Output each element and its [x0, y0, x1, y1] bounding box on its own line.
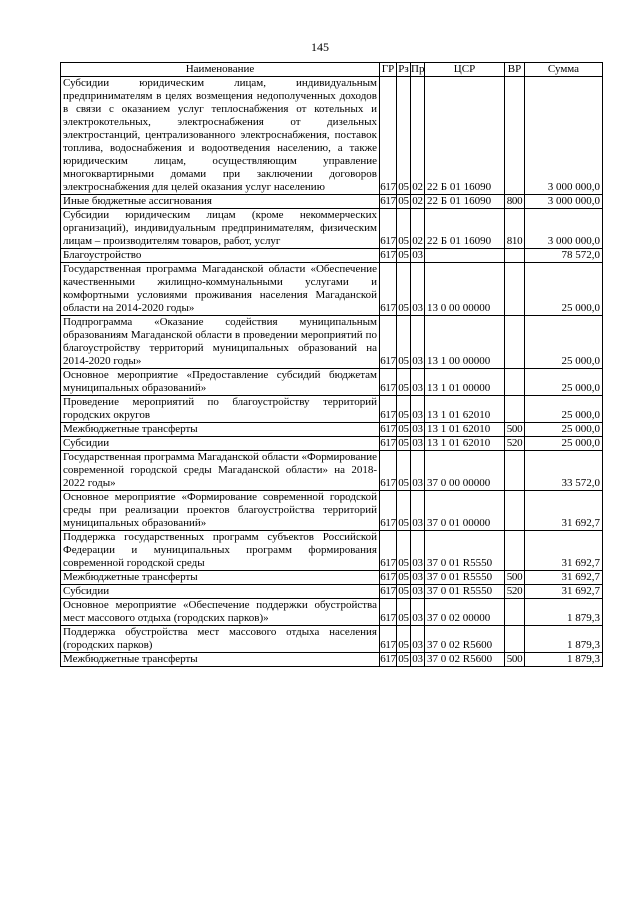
header-gr: ГР: [380, 63, 397, 77]
cell-name: Иные бюджетные ассигнования: [61, 195, 380, 209]
table-row: [61, 396, 603, 423]
cell-sum: 1 879,3: [525, 653, 603, 667]
cell-sum: 78 572,0: [525, 249, 603, 263]
header-sum: Сумма: [525, 63, 603, 77]
cell-pr: 03: [412, 423, 423, 435]
cell-csr: 37 0 02 R5600: [425, 653, 505, 667]
cell-name: Государственная программа Магаданской области «Обеспечение качественными жилищно-коммунальными услугами и комфортными условиями проживания населения Магаданской области на 2014-2020 годы»: [61, 263, 380, 316]
cell-name: Поддержка государственных программ субъектов Российской Федерации и муниципальных программ формирования современной городской среды: [61, 531, 380, 571]
cell-vr: 800: [505, 195, 525, 209]
cell-pr: 03: [412, 437, 423, 449]
table-header-row: [61, 63, 603, 77]
page-number: 145: [311, 40, 329, 54]
cell-rz: 05: [397, 451, 411, 491]
cell-csr: 13 1 00 00000: [425, 316, 505, 369]
table-row: [61, 423, 603, 437]
cell-sum: 1 879,3: [525, 626, 603, 653]
cell-name: Благоустройство: [61, 249, 380, 263]
cell-vr: [505, 77, 525, 195]
cell-gr: 617: [380, 531, 397, 571]
cell-rz: 05: [398, 195, 409, 207]
cell-gr: 617: [380, 571, 396, 583]
cell-rz: 05: [397, 209, 411, 249]
table-row: [61, 437, 603, 451]
cell-sum: 33 572,0: [525, 451, 603, 491]
header-csr: ЦСР: [425, 63, 505, 77]
cell-csr: 37 0 01 R5550: [425, 585, 505, 599]
table-row: [61, 369, 603, 396]
cell-rz: 05: [397, 626, 411, 653]
cell-name: Подпрограмма «Оказание содействия муниципальным образованиям Магаданской области в проведении мероприятий по благоустройству территорий муниципальных образований на 2014-2020 годы»: [61, 316, 380, 369]
cell-vr: 500: [505, 653, 525, 667]
cell-csr: 13 0 00 00000: [425, 263, 505, 316]
cell-pr: 02: [412, 195, 423, 207]
cell-pr: 03: [411, 599, 425, 626]
cell-sum: 31 692,7: [525, 585, 603, 599]
cell-name: Субсидии юридическим лицам, индивидуальным предпринимателям в целях возмещения недополученных доходов в связи с оказанием услуг теплоснабжения от котельных и электрокотельных, электроснабжения от дизельных электростанций, централизованного электроснабжения, поставок топлива, водоснабжения и водоотведения населению, а также юридическим лицам, осуществляющим управление многоквартирными домами при заключении договоров электроснабжения для целей оказания услуг населению: [61, 77, 380, 195]
cell-pr: 03: [411, 263, 425, 316]
cell-pr: 03: [411, 491, 425, 531]
cell-rz: 05: [397, 369, 411, 396]
cell-name: Государственная программа Магаданской области «Формирование современной городской среды Магаданской области» на 2018-2022 годы»: [61, 451, 380, 491]
cell-name: Межбюджетные трансферты: [61, 423, 380, 437]
cell-gr: 617: [380, 263, 397, 316]
cell-csr: 13 1 01 62010: [425, 437, 505, 451]
cell-sum: 3 000 000,0: [525, 209, 603, 249]
cell-gr: 617: [380, 626, 397, 653]
cell-csr: 13 1 01 62010: [425, 423, 505, 437]
table-row: [61, 249, 603, 263]
cell-rz: 05: [398, 249, 409, 261]
cell-rz: 05: [397, 263, 411, 316]
cell-name: Субсидии юридическим лицам (кроме некоммерческих организаций), индивидуальным предпринимателям, физическим лицам – производителям товаров, работ, услуг: [61, 209, 380, 249]
cell-vr: [505, 316, 525, 369]
cell-csr: 37 0 01 R5550: [425, 531, 505, 571]
cell-vr: [505, 599, 525, 626]
cell-vr: [505, 451, 525, 491]
cell-gr: 617: [380, 437, 396, 449]
table-row: [61, 626, 603, 653]
cell-csr: 37 0 01 R5550: [425, 571, 505, 585]
cell-sum: 31 692,7: [525, 571, 603, 585]
header-vr: ВР: [505, 63, 525, 77]
cell-rz: 05: [397, 599, 411, 626]
cell-sum: 25 000,0: [525, 396, 603, 423]
cell-rz: 05: [398, 571, 409, 583]
cell-gr: 617: [380, 599, 397, 626]
cell-gr: 617: [380, 396, 397, 423]
cell-pr: 03: [411, 316, 425, 369]
cell-pr: 03: [411, 396, 425, 423]
cell-gr: 617: [380, 369, 397, 396]
table-row: [61, 263, 603, 316]
cell-rz: 05: [397, 531, 411, 571]
cell-gr: 617: [380, 249, 396, 261]
cell-gr: 617: [380, 423, 396, 435]
table-row: [61, 209, 603, 249]
cell-sum: 1 879,3: [525, 599, 603, 626]
cell-rz: 05: [397, 77, 411, 195]
cell-pr: 03: [411, 451, 425, 491]
table-row: [61, 599, 603, 626]
cell-name: Межбюджетные трансферты: [61, 653, 380, 667]
cell-pr: 03: [411, 626, 425, 653]
table-row: [61, 531, 603, 571]
cell-csr: 22 Б 01 16090: [425, 77, 505, 195]
cell-sum: 25 000,0: [525, 316, 603, 369]
cell-sum: 25 000,0: [525, 369, 603, 396]
cell-pr: 02: [411, 77, 425, 195]
cell-pr: 03: [412, 571, 423, 583]
cell-vr: 500: [505, 423, 525, 437]
header-name: Наименование: [61, 63, 380, 77]
cell-csr: 37 0 02 R5600: [425, 626, 505, 653]
cell-pr: 03: [412, 249, 423, 261]
table-row: [61, 451, 603, 491]
table-row: [61, 571, 603, 585]
budget-table: [60, 62, 603, 667]
cell-pr: 03: [412, 653, 423, 665]
cell-name: Субсидии: [61, 437, 380, 451]
cell-sum: 31 692,7: [525, 531, 603, 571]
cell-vr: 520: [505, 585, 525, 599]
cell-sum: 25 000,0: [525, 437, 603, 451]
cell-rz: 05: [398, 437, 409, 449]
table-row: [61, 653, 603, 667]
cell-sum: 25 000,0: [525, 263, 603, 316]
cell-sum: 25 000,0: [525, 423, 603, 437]
cell-gr: 617: [380, 585, 396, 597]
cell-vr: [505, 531, 525, 571]
cell-vr: [505, 263, 525, 316]
cell-name: Субсидии: [61, 585, 380, 599]
cell-sum: 3 000 000,0: [525, 195, 603, 209]
cell-csr: 37 0 00 00000: [425, 451, 505, 491]
header-pr: Пр: [411, 63, 425, 75]
cell-vr: [505, 249, 525, 263]
table-row: [61, 491, 603, 531]
cell-sum: 3 000 000,0: [525, 77, 603, 195]
cell-gr: 617: [380, 77, 397, 195]
cell-pr: 03: [412, 585, 423, 597]
cell-vr: 520: [505, 437, 525, 451]
cell-csr: 37 0 02 00000: [425, 599, 505, 626]
cell-csr: 22 Б 01 16090: [425, 209, 505, 249]
cell-pr: 02: [411, 209, 425, 249]
cell-vr: [505, 626, 525, 653]
cell-gr: 617: [380, 316, 397, 369]
cell-rz: 05: [398, 585, 409, 597]
cell-pr: 03: [411, 531, 425, 571]
cell-rz: 05: [397, 491, 411, 531]
cell-sum: 31 692,7: [525, 491, 603, 531]
cell-vr: 500: [505, 571, 525, 585]
table-row: [61, 77, 603, 195]
cell-name: Межбюджетные трансферты: [61, 571, 380, 585]
cell-gr: 617: [380, 653, 396, 665]
cell-rz: 05: [398, 653, 409, 665]
table-row: [61, 585, 603, 599]
cell-csr: 22 Б 01 16090: [425, 195, 505, 209]
cell-rz: 05: [397, 316, 411, 369]
cell-gr: 617: [380, 209, 397, 249]
cell-rz: 05: [397, 396, 411, 423]
cell-csr: 13 1 01 00000: [425, 369, 505, 396]
table-row: [61, 195, 603, 209]
header-rz: Рз: [398, 63, 409, 75]
table-body: [61, 77, 603, 667]
cell-csr: 13 1 01 62010: [425, 396, 505, 423]
cell-name: Проведение мероприятий по благоустройству территорий городских округов: [61, 396, 380, 423]
cell-vr: 810: [505, 209, 525, 249]
cell-gr: 617: [380, 491, 397, 531]
cell-pr: 03: [411, 369, 425, 396]
cell-vr: [505, 369, 525, 396]
cell-gr: 617: [380, 195, 396, 207]
cell-csr: 37 0 01 00000: [425, 491, 505, 531]
cell-name: Основное мероприятие «Обеспечение поддержки обустройства мест массового отдыха (городских парков)»: [61, 599, 380, 626]
cell-name: Основное мероприятие «Формирование современной городской среды при реализации проектов благоустройства территорий муниципальных образований»: [61, 491, 380, 531]
cell-name: Поддержка обустройства мест массового отдыха населения (городских парков): [61, 626, 380, 653]
table-row: [61, 316, 603, 369]
cell-rz: 05: [398, 423, 409, 435]
cell-vr: [505, 396, 525, 423]
cell-csr: [425, 249, 505, 263]
cell-name: Основное мероприятие «Предоставление субсидий бюджетам муниципальных образований»: [61, 369, 380, 396]
cell-vr: [505, 491, 525, 531]
cell-gr: 617: [380, 451, 397, 491]
